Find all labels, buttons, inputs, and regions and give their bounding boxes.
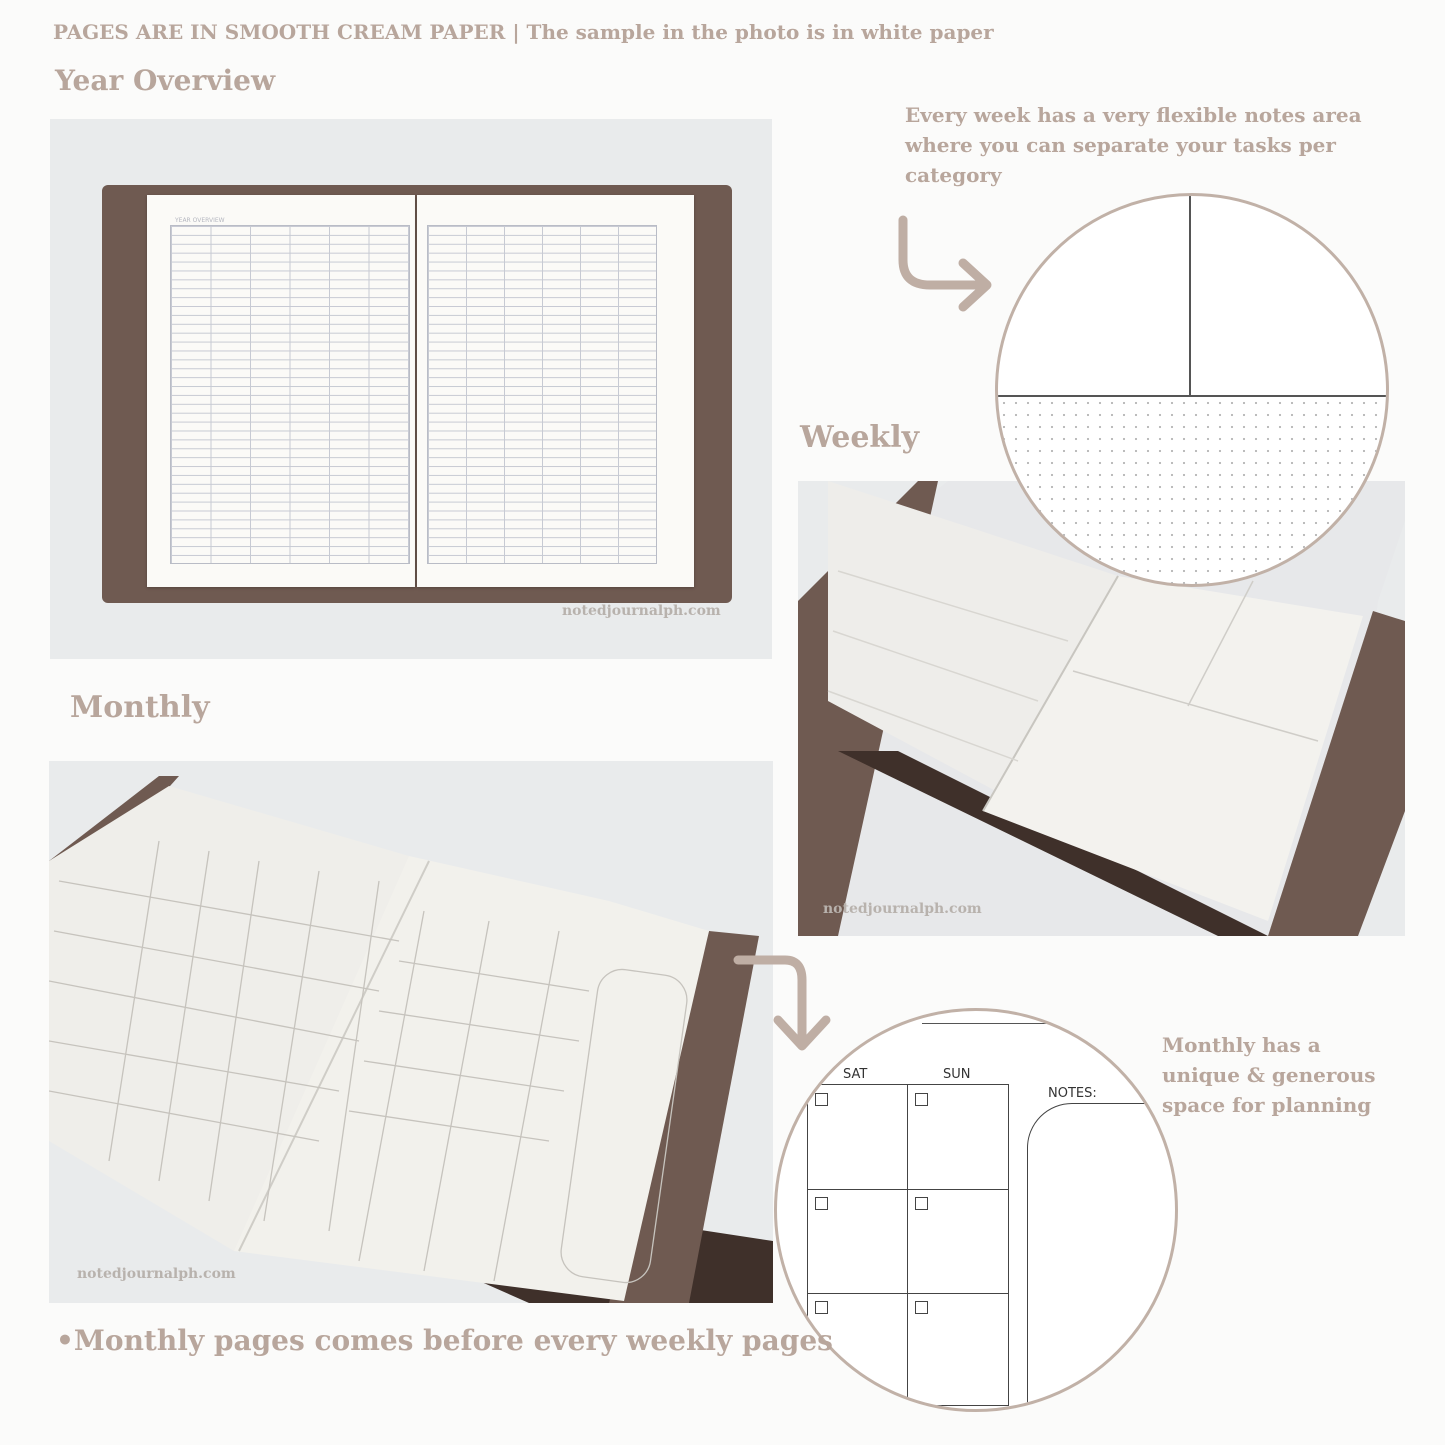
weekly-title: Weekly <box>800 420 920 455</box>
monthly-photo <box>49 761 773 1303</box>
checkbox-icon <box>915 1093 928 1106</box>
sun-label: SUN <box>943 1067 971 1082</box>
checkbox-icon <box>815 1093 828 1106</box>
year-overview-title: Year Overview <box>55 64 276 97</box>
checkbox-icon <box>815 1301 828 1314</box>
curved-arrow-right-icon <box>895 215 995 315</box>
weekly-notes-zoom <box>995 193 1389 587</box>
curved-arrow-down-icon <box>730 950 840 1060</box>
year-overview-label: YEAR OVERVIEW <box>175 217 225 224</box>
year-overview-grid-right <box>427 225 657 564</box>
dot-grid-area <box>998 397 1386 587</box>
right-page <box>417 195 694 587</box>
sat-label: SAT <box>843 1067 868 1082</box>
left-page <box>147 195 415 587</box>
monthly-planner-illustration <box>49 761 773 1303</box>
monthly-title: Monthly <box>70 690 210 725</box>
monthly-zoom <box>774 1008 1178 1412</box>
year-overview-photo <box>50 119 772 659</box>
paper-note: PAGES ARE IN SMOOTH CREAM PAPER | The sample in the photo is in white paper <box>53 20 994 44</box>
checkbox-icon <box>915 1197 928 1210</box>
checkbox-icon <box>815 1197 828 1210</box>
notes-divider-vertical <box>1189 196 1191 396</box>
checkbox-icon <box>915 1301 928 1314</box>
calendar-grid <box>807 1084 1009 1406</box>
watermark: notedjournalph.com <box>77 1266 236 1282</box>
watermark: notedjournalph.com <box>562 603 721 619</box>
top-line <box>922 1023 1082 1024</box>
monthly-order-caption: •Monthly pages comes before every weekly pages <box>56 1324 833 1357</box>
year-overview-grid-left <box>170 225 410 564</box>
notes-box <box>1027 1103 1178 1412</box>
watermark: notedjournalph.com <box>823 901 982 917</box>
notes-label: NOTES: <box>1048 1086 1097 1101</box>
monthly-space-caption: Monthly has a unique & generous space for planning <box>1162 1033 1376 1117</box>
weekly-notes-caption: Every week has a very flexible notes area where you can separate your tasks per category <box>905 103 1362 187</box>
